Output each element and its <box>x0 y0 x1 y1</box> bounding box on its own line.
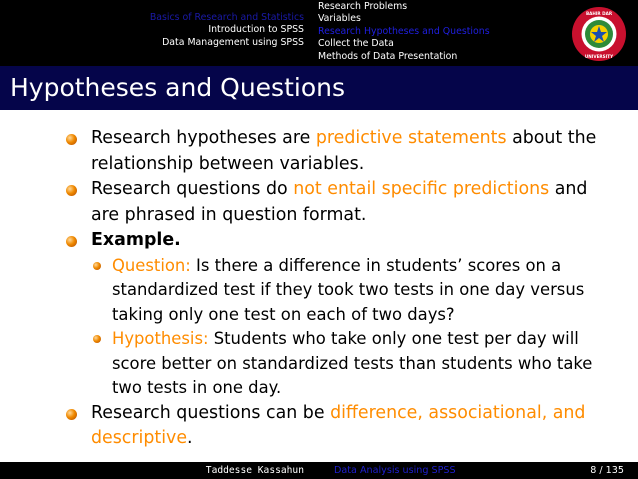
svg-text:BAHIR DAR: BAHIR DAR <box>585 11 613 16</box>
sub-bullet-item <box>93 254 606 328</box>
bullet-text: about the relationship between variables. <box>91 128 597 174</box>
page-number: 8 / 135 <box>590 465 624 476</box>
slide-title: Hypotheses and Questions <box>10 73 345 102</box>
highlight-text: predictive statements <box>315 128 507 148</box>
ball-bullet-icon <box>66 185 77 196</box>
bullet-text: Is there a difference in students’ scores on a standardized test if they took two tests in one day versus taking only one test on each of two days? <box>112 255 585 324</box>
bullet-text: . <box>187 428 193 448</box>
nav-section-item[interactable]: Introduction to SPSS <box>208 24 304 36</box>
slide-body <box>66 126 606 452</box>
ball-bullet-icon <box>93 335 101 343</box>
svg-text:UNIVERSITY: UNIVERSITY <box>584 54 614 59</box>
footer-author: Taddesse Kassahun <box>205 465 304 476</box>
highlight-text: Question: <box>112 255 191 275</box>
nav-subsection-item-active[interactable]: Research Hypotheses and Questions <box>318 25 490 37</box>
bullet-item <box>66 401 606 452</box>
ball-bullet-icon <box>66 134 77 145</box>
nav-section-item[interactable]: Basics of Research and Statistics <box>149 12 304 23</box>
navigation-header <box>0 0 638 66</box>
footer-title: Data Analysis using SPSS <box>334 465 456 476</box>
bullet-item <box>66 177 606 228</box>
highlight-text: Hypothesis: <box>112 329 209 348</box>
bullet-item <box>66 228 606 254</box>
ball-bullet-icon <box>66 236 77 247</box>
section-nav <box>0 12 304 49</box>
subsection-nav <box>318 1 558 63</box>
bullet-text: Research questions do <box>91 179 294 199</box>
frame-title-bar <box>0 66 638 110</box>
bullet-text: Students who take only one test per day will score better on standardized tests than students who take two tests in one day. <box>112 329 593 397</box>
bullet-text: Research questions can be <box>91 402 331 423</box>
highlight-text: difference, associational, and descriptive <box>91 402 586 448</box>
sub-list <box>93 254 606 401</box>
nav-subsection-item[interactable]: Methods of Data Presentation <box>318 50 458 62</box>
ball-bullet-icon <box>93 262 101 270</box>
ball-bullet-icon <box>66 409 77 420</box>
nav-subsection-item[interactable]: Variables <box>318 13 361 25</box>
bullet-item <box>66 126 606 177</box>
university-seal-icon <box>571 6 627 62</box>
bullet-text: and are phrased in question format. <box>91 179 588 225</box>
nav-section-item[interactable]: Data Management using SPSS <box>162 36 304 48</box>
nav-subsection-item[interactable]: Research Problems <box>318 1 408 12</box>
example-heading: Example. <box>91 230 181 250</box>
bullet-text: Research hypotheses are <box>91 128 316 148</box>
footer-bar <box>0 462 638 479</box>
highlight-text: not entail specific predictions <box>293 179 550 199</box>
nav-subsection-item[interactable]: Collect the Data <box>318 38 394 50</box>
sub-bullet-item <box>93 327 606 401</box>
